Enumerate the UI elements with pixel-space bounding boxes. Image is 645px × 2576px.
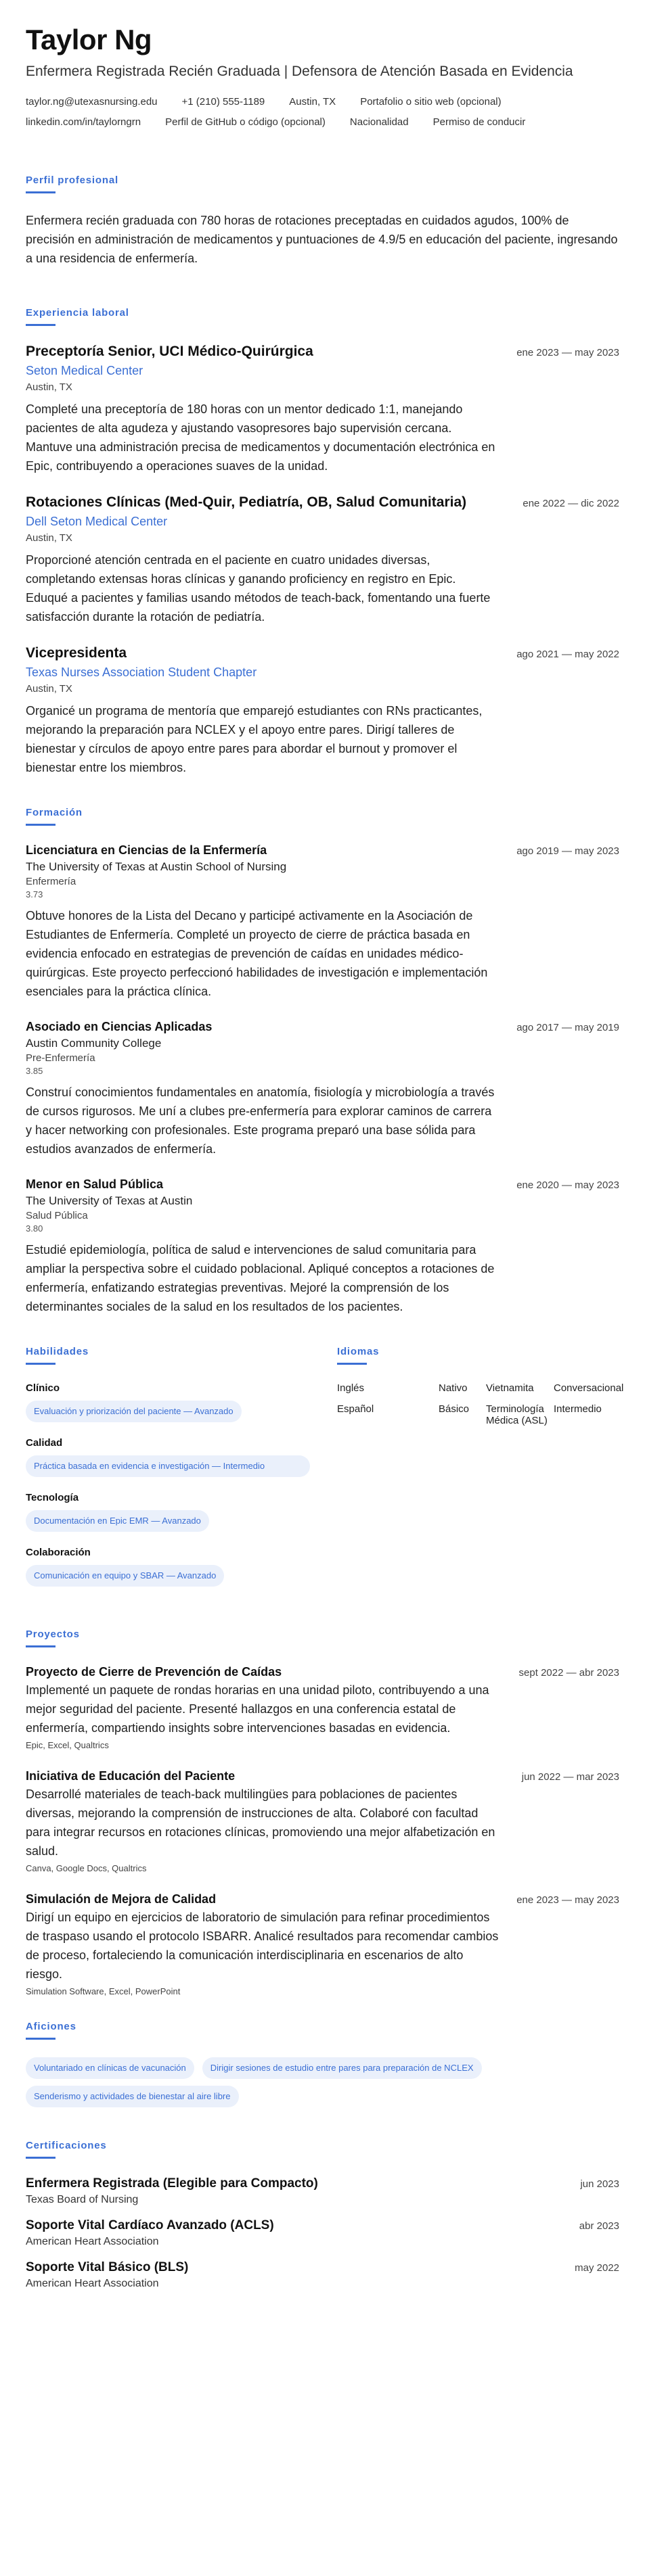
certification-name: Soporte Vital Cardíaco Avanzado (ACLS) — [26, 2218, 274, 2233]
skill-category: Colaboración — [26, 1547, 91, 1559]
section-title: Aficiones — [26, 2021, 76, 2033]
project-description: Dirigí un equipo en ejercicios de laboratorio de simulación para refinar procedimientos de traspaso usando el protocolo ISBARR. Analicé resultados para recomendar cambios de proceso, fortaleciendo la comunicación interdisciplinaria en escenarios de alto riesgo. — [26, 1911, 499, 1982]
job-title: Rotaciones Clínicas (Med-Quir, Pediatría, OB, Salud Comunitaria) — [26, 494, 467, 511]
certification-issuer: American Heart Association — [26, 2236, 159, 2248]
section-divider — [337, 1363, 367, 1365]
skill-pill: Evaluación y priorización del paciente — Avanzado — [26, 1401, 242, 1422]
project-dates: jun 2022 — mar 2023 — [521, 1771, 619, 1783]
contact-nationality: Nacionalidad — [349, 116, 409, 128]
language-row — [337, 1403, 619, 1426]
profile-summary: Enfermera recién graduada con 780 horas de rotaciones preceptadas en cuidados agudos, 100% de precisión en administración de medicamentos y puntuaciones de 4.9/5 en educación del paciente, ingresando a una residencia de enfermería. — [26, 214, 618, 266]
language-level: Nativo — [439, 1382, 468, 1395]
project-name: Simulación de Mejora de Calidad — [26, 1892, 217, 1906]
projects-section — [26, 1629, 619, 1996]
certification-issuer: American Heart Association — [26, 2278, 159, 2290]
education-entry — [26, 1020, 619, 1158]
skill-group — [26, 1547, 310, 1587]
degree-title: Asociado en Ciencias Aplicadas — [26, 1020, 213, 1034]
experience-entry — [26, 494, 619, 626]
project-description: Desarrollé materiales de teach-back multilingües para poblaciones de pacientes diversas, mejorando la comprensión de instrucciones de alta. Colaboré con facultad para integrar recursos en rotaciones clínicas, promoviendo una mejor alfabetización en salud. — [26, 1787, 495, 1858]
education-dates: ago 2017 — may 2019 — [516, 1022, 619, 1034]
education-entry — [26, 843, 619, 1001]
experience-entry — [26, 645, 619, 777]
contact-github[interactable]: Perfil de GitHub o código (opcional) — [165, 116, 326, 128]
hobbies-section — [26, 2021, 619, 2107]
experience-section — [26, 307, 619, 777]
certification-entry — [26, 2176, 619, 2206]
project-description: Implementé un paquete de rondas horarias en una unidad piloto, contribuyendo a una mejor seguridad del paciente. Presenté hallazgos en una conferencia estatal de enfermería, compartiendo insights sobre intervenciones basadas en evidencia. — [26, 1683, 489, 1735]
contact-portfolio[interactable]: Portafolio o sitio web (opcional) — [360, 96, 502, 108]
languages-section — [337, 1346, 624, 1601]
profile-section — [26, 174, 619, 268]
education-description: Estudié epidemiología, política de salud e intervenciones de salud comunitaria para ampliar la perspectiva sobre el cuidado poblacional. Apliqué conceptos a rotaciones de enfermería, enfatizando estrategias preventivas. Mejoré la comprensión de los determinantes sociales de la salud en los resultados de los pacientes. — [26, 1243, 495, 1314]
job-description: Proporcioné atención centrada en el paciente en cuatro unidades diversas, completando extensas horas clínicas y ganando proficiency en registro en Epic. Eduqué a pacientes y familias usando métodos de teach-back, fomentando una fuerte satisfacción durante la rotación de pediatría. — [26, 553, 491, 624]
job-dates: ene 2023 — may 2023 — [516, 347, 619, 359]
language-row — [337, 1382, 624, 1395]
employer-name: Texas Nurses Association Student Chapter — [26, 665, 257, 680]
skill-group — [26, 1492, 310, 1532]
contact-phone[interactable]: +1 (210) 555-1189 — [181, 96, 265, 108]
job-description: Organicé un programa de mentoría que emparejó estudiantes con RNs practicantes, mejorando la preparación para NCLEX y el apoyo entre pares. Dirigí talleres de bienestar y círculos de apoyo entre pares para abordar el burnout y promover el bienestar entre los miembros. — [26, 704, 483, 775]
section-divider — [26, 824, 55, 826]
certification-date: may 2022 — [575, 2262, 619, 2274]
education-description: Construí conocimientos fundamentales en anatomía, fisiología y microbiología a través de cursos rigurosos. Me uní a clubes pre-enfermería para explorar caminos de carrera y hacer networking con profesionales. Este programa preparó una base sólida para estudios avanzados de enfermería. — [26, 1085, 495, 1156]
project-tools: Canva, Google Docs, Qualtrics — [26, 1863, 147, 1874]
degree-title: Menor en Salud Pública — [26, 1177, 164, 1192]
field-of-study: Pre-Enfermería — [26, 1052, 95, 1064]
section-title: Formación — [26, 807, 83, 819]
project-tools: Epic, Excel, Qualtrics — [26, 1740, 109, 1751]
candidate-headline: Enfermera Registrada Recién Graduada | Defensora de Atención Basada en Evidencia — [26, 64, 573, 80]
skill-group — [26, 1437, 310, 1477]
job-location: Austin, TX — [26, 683, 72, 695]
skill-group — [26, 1382, 310, 1422]
skill-category: Clínico — [26, 1382, 60, 1395]
hobby-list — [26, 2057, 615, 2107]
skill-category: Calidad — [26, 1437, 63, 1449]
section-divider — [26, 324, 55, 326]
language-name: Terminología Médica (ASL) — [486, 1403, 548, 1427]
certification-name: Enfermera Registrada (Elegible para Compacto) — [26, 2176, 318, 2191]
job-dates: ago 2021 — may 2022 — [516, 649, 619, 661]
section-title: Certificaciones — [26, 2140, 107, 2152]
job-title: Vicepresidenta — [26, 645, 127, 661]
project-tools: Simulation Software, Excel, PowerPoint — [26, 1986, 181, 1997]
hobby-pill: Dirigir sesiones de estudio entre pares para preparación de NCLEX — [202, 2057, 482, 2079]
project-dates: ene 2023 — may 2023 — [516, 1894, 619, 1906]
education-description: Obtuve honores de la Lista del Decano y participé activamente en la Asociación de Estudiantes de Enfermería. Completé un proyecto de cierre de práctica basada en evidencia enfocado en estrategias de prevención de caídas en unidades médico-quirúrgicas. Este proyecto perfeccionó habilidades de investigación e implementación esenciales para la práctica clínica. — [26, 909, 488, 999]
candidate-name: Taylor Ng — [26, 24, 152, 55]
section-divider — [26, 1645, 55, 1647]
contact-email[interactable]: taylor.ng@utexasnursing.edu — [26, 96, 158, 108]
skill-pill: Práctica basada en evidencia e investigación — Intermedio — [26, 1455, 310, 1477]
project-name: Iniciativa de Educación del Paciente — [26, 1769, 236, 1783]
certifications-section — [26, 2140, 619, 2290]
section-title: Perfil profesional — [26, 174, 118, 187]
section-divider — [26, 191, 55, 193]
project-entry — [26, 1769, 619, 1873]
certification-name: Soporte Vital Básico (BLS) — [26, 2260, 189, 2275]
employer-name: Seton Medical Center — [26, 364, 143, 378]
section-title: Habilidades — [26, 1346, 89, 1358]
education-section — [26, 807, 619, 1316]
education-dates: ene 2020 — may 2023 — [516, 1179, 619, 1192]
field-of-study: Enfermería — [26, 876, 76, 888]
section-title: Idiomas — [337, 1346, 380, 1358]
job-dates: ene 2022 — dic 2022 — [522, 498, 619, 510]
project-name: Proyecto de Cierre de Prevención de Caídas — [26, 1665, 282, 1679]
skills-languages-row — [26, 1346, 624, 1601]
experience-entry — [26, 344, 619, 475]
school-name: Austin Community College — [26, 1037, 162, 1050]
section-title: Experiencia laboral — [26, 307, 129, 319]
field-of-study: Salud Pública — [26, 1210, 88, 1222]
language-name: Vietnamita — [486, 1382, 534, 1395]
job-location: Austin, TX — [26, 381, 72, 394]
language-name: Inglés — [337, 1382, 365, 1395]
hobby-pill: Senderismo y actividades de bienestar al aire libre — [26, 2086, 239, 2107]
certification-date: abr 2023 — [579, 2220, 619, 2232]
job-location: Austin, TX — [26, 532, 72, 544]
resume-header — [26, 24, 619, 133]
education-dates: ago 2019 — may 2023 — [516, 845, 619, 858]
contact-linkedin[interactable]: linkedin.com/in/taylorngrn — [26, 116, 141, 128]
language-level: Conversacional — [554, 1382, 624, 1395]
skills-section — [26, 1346, 310, 1601]
degree-title: Licenciatura en Ciencias de la Enfermería — [26, 843, 267, 858]
project-dates: sept 2022 — abr 2023 — [518, 1667, 619, 1679]
contact-location: Austin, TX — [289, 96, 336, 108]
education-entry — [26, 1177, 619, 1316]
job-description: Completé una preceptoría de 180 horas con un mentor dedicado 1:1, manejando pacientes de alta agudeza y ajustando vasopresores bajo supervisión cercana. Mantuve una administración precisa de medicamentos y documentación electrónica en Epic, contribuyendo a operaciones suaves de la unidad. — [26, 402, 495, 473]
skill-category: Tecnología — [26, 1492, 79, 1504]
skill-pill: Comunicación en equipo y SBAR — Avanzado — [26, 1565, 224, 1587]
section-title: Proyectos — [26, 1629, 80, 1641]
section-divider — [26, 2038, 55, 2040]
project-entry — [26, 1665, 619, 1750]
contact-info — [26, 92, 619, 133]
employer-name: Dell Seton Medical Center — [26, 515, 168, 529]
hobby-pill: Voluntariado en clínicas de vacunación — [26, 2057, 194, 2079]
gpa-value: 3.73 — [26, 889, 43, 900]
certification-issuer: Texas Board of Nursing — [26, 2194, 139, 2206]
job-title: Preceptoría Senior, UCI Médico-Quirúrgica — [26, 344, 313, 360]
section-divider — [26, 1363, 55, 1365]
contact-license: Permiso de conducir — [432, 116, 526, 128]
language-level: Intermedio — [554, 1403, 602, 1415]
school-name: The University of Texas at Austin School of Nursing — [26, 860, 287, 874]
certification-date: jun 2023 — [580, 2178, 619, 2191]
certification-entry — [26, 2260, 619, 2290]
certification-entry — [26, 2218, 619, 2248]
project-entry — [26, 1892, 619, 1996]
language-level: Básico — [439, 1403, 470, 1415]
school-name: The University of Texas at Austin — [26, 1194, 193, 1208]
language-name: Español — [337, 1403, 374, 1415]
skill-pill: Documentación en Epic EMR — Avanzado — [26, 1510, 209, 1532]
gpa-value: 3.80 — [26, 1223, 43, 1234]
section-divider — [26, 2157, 55, 2159]
gpa-value: 3.85 — [26, 1066, 43, 1077]
